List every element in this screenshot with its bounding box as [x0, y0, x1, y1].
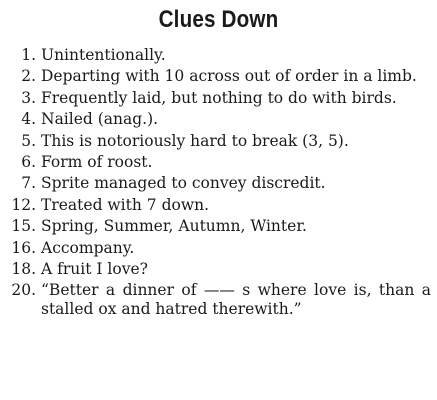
clue-number: 15. [11, 217, 36, 236]
clue-15 [0, 217, 437, 235]
clue-number: 20. [11, 281, 36, 300]
clue-text: Nailed (anag.). [41, 110, 159, 129]
clue-6 [0, 153, 437, 171]
clue-text: Form of roost. [41, 153, 153, 172]
clue-text-line-1: Departing with 10 across out of order [41, 67, 339, 86]
clue-text: Spring, Summer, Autumn, Winter. [41, 217, 307, 236]
clue-text [41, 67, 431, 85]
clue-text [41, 281, 431, 318]
clue-number: 2. [21, 67, 36, 86]
section-title: Clues Down [158, 6, 279, 33]
clue-16 [0, 239, 437, 257]
clue-text: Accompany. [41, 238, 135, 257]
clue-1 [0, 46, 437, 64]
clue-number: 3. [21, 88, 36, 107]
clue-20 [0, 281, 437, 318]
clue-7 [0, 174, 437, 192]
clue-text-line-2: birds. [351, 88, 397, 107]
clue-number: 7. [21, 174, 36, 193]
clue-text-line-2: in a limb. [343, 67, 417, 86]
clue-text-line-2: than a stalled ox and hatred therewith.” [41, 281, 431, 318]
clue-2 [0, 67, 437, 85]
clue-5 [0, 132, 437, 150]
clue-text: This is notoriously hard to break (3, 5). [41, 131, 349, 150]
clue-number: 4. [21, 110, 36, 129]
clue-number: 6. [21, 153, 36, 172]
clue-number: 1. [21, 46, 36, 64]
clue-list [0, 46, 437, 321]
clue-number: 12. [11, 195, 36, 214]
clue-number: 18. [11, 260, 36, 279]
clue-3 [0, 89, 437, 107]
clue-number: 5. [21, 131, 36, 150]
clue-text: Treated with 7 down. [41, 195, 209, 214]
clue-text-line-1: “Better a dinner of —— s where love is, [41, 281, 372, 300]
clue-12 [0, 196, 437, 214]
clue-text-line-1: Frequently laid, but nothing to do with [41, 88, 347, 107]
clue-4 [0, 110, 437, 128]
clue-text [41, 89, 431, 107]
clue-text: Sprite managed to convey discredit. [41, 174, 326, 193]
clue-text: Unintentionally. [41, 46, 166, 64]
clue-text: A fruit I love? [41, 260, 148, 279]
clue-number: 16. [11, 238, 36, 257]
clue-18 [0, 260, 437, 278]
